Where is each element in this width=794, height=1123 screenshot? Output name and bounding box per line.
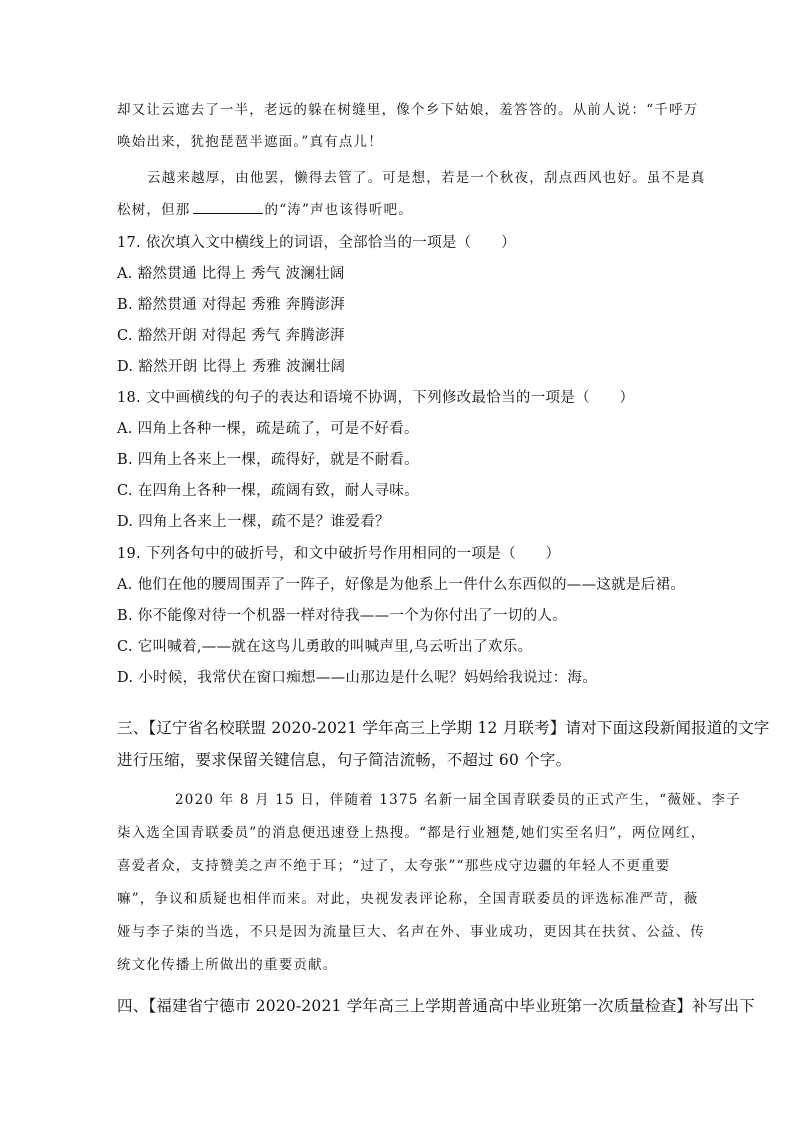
section-4-heading: 四、【福建省宁德市 2020-2021 学年高三上学期普通高中毕业班第一次质量检查】补写出下 bbox=[117, 997, 755, 1015]
passage-line: 却又让云遮去了一半，老远的躲在树缝里，像个乡下姑娘，羞答答的。从前人说：“千呼万 bbox=[117, 102, 699, 118]
news-line: 柒入选全国青联委员”的消息便迅速登上热搜。“都是行业翘楚,她们实至名归”，两位网红， bbox=[117, 825, 706, 841]
fill-blank bbox=[193, 201, 263, 214]
question-19-option-c: C. 它叫喊着,——就在这鸟儿勇敢的叫喊声里,乌云听出了欢乐。 bbox=[117, 639, 533, 655]
question-19-stem: 19. 下列各句中的破折号，和文中破折号作用相同的一项是（ ） bbox=[117, 546, 561, 562]
passage-text: 松树，但那 bbox=[117, 202, 191, 218]
question-18-option-a: A. 四角上各种一棵，疏是疏了，可是不好看。 bbox=[117, 421, 419, 437]
question-19-option-a: A. 他们在他的腰周围弄了一阵子，好像是为他系上一件什么东西似的——这就是后裙。 bbox=[117, 577, 686, 593]
section-3-heading: 三、【辽宁省名校联盟 2020-2021 学年高三上学期 12 月联考】请对下面这段新闻报道的文字 bbox=[117, 719, 770, 737]
question-17-option-a: A. 豁然贯通 比得上 秀气 波澜壮阔 bbox=[117, 266, 345, 282]
question-19-option-d: D. 小时候，我常伏在窗口痴想——山那边是什么呢？妈妈给我说过：海。 bbox=[117, 670, 598, 686]
passage-line bbox=[117, 198, 413, 218]
news-line: 统文化传播上所做出的重要贡献。 bbox=[117, 957, 338, 973]
news-line: 喜爱者众，支持赞美之声不绝于耳；“过了，太夸张”“那些戍守边疆的年轻人不更重要 bbox=[117, 858, 671, 874]
question-18-stem: 18. 文中画横线的句子的表达和语境不协调，下列修改最恰当的一项是（ ） bbox=[117, 390, 635, 406]
passage-line: 唤始出来，犹抱琵琶半遮面。”真有点儿！ bbox=[117, 134, 383, 150]
section-3-heading-cont: 进行压缩，要求保留关键信息，句子简洁流畅，不超过 60 个字。 bbox=[117, 751, 572, 769]
question-17-option-b: B. 豁然贯通 对得起 秀雅 奔腾澎湃 bbox=[117, 297, 345, 313]
question-18-option-c: C. 在四角上各种一棵，疏阔有致，耐人寻味。 bbox=[117, 483, 419, 499]
news-line: 2020 年 8 月 15 日，伴随着 1375 名新一届全国青联委员的正式产生，“薇娅、李子 bbox=[175, 792, 741, 808]
passage-text: 的“涛”声也该得听吧。 bbox=[264, 202, 414, 218]
news-line: 娅与李子柒的当选，不只是因为流量巨大、名声在外、事业成功，更因其在扶贫、公益、传 bbox=[117, 924, 705, 940]
question-17-option-c: C. 豁然开朗 对得起 秀气 奔腾澎湃 bbox=[117, 328, 345, 344]
question-17-stem: 17. 依次填入文中横线上的词语，全部恰当的一项是（ ） bbox=[117, 235, 516, 251]
question-18-option-b: B. 四角上各来上一棵，疏得好，就是不耐看。 bbox=[117, 452, 419, 468]
passage-line: 云越来越厚，由他罢，懒得去管了。可是想，若是一个秋夜，刮点西风也好。虽不是真 bbox=[147, 170, 706, 186]
question-18-option-d: D. 四角上各来上一棵，疏不是？谁爱看？ bbox=[117, 514, 390, 530]
question-19-option-b: B. 你不能像对待一个机器一样对待我——一个为你付出了一切的人。 bbox=[117, 608, 567, 624]
question-17-option-d: D. 豁然开朗 比得上 秀雅 波澜壮阔 bbox=[117, 359, 346, 375]
news-line: 嘛”，争议和质疑也相伴而来。对此，央视发表评论称，全国青联委员的评选标准严苛，薇 bbox=[117, 891, 699, 907]
